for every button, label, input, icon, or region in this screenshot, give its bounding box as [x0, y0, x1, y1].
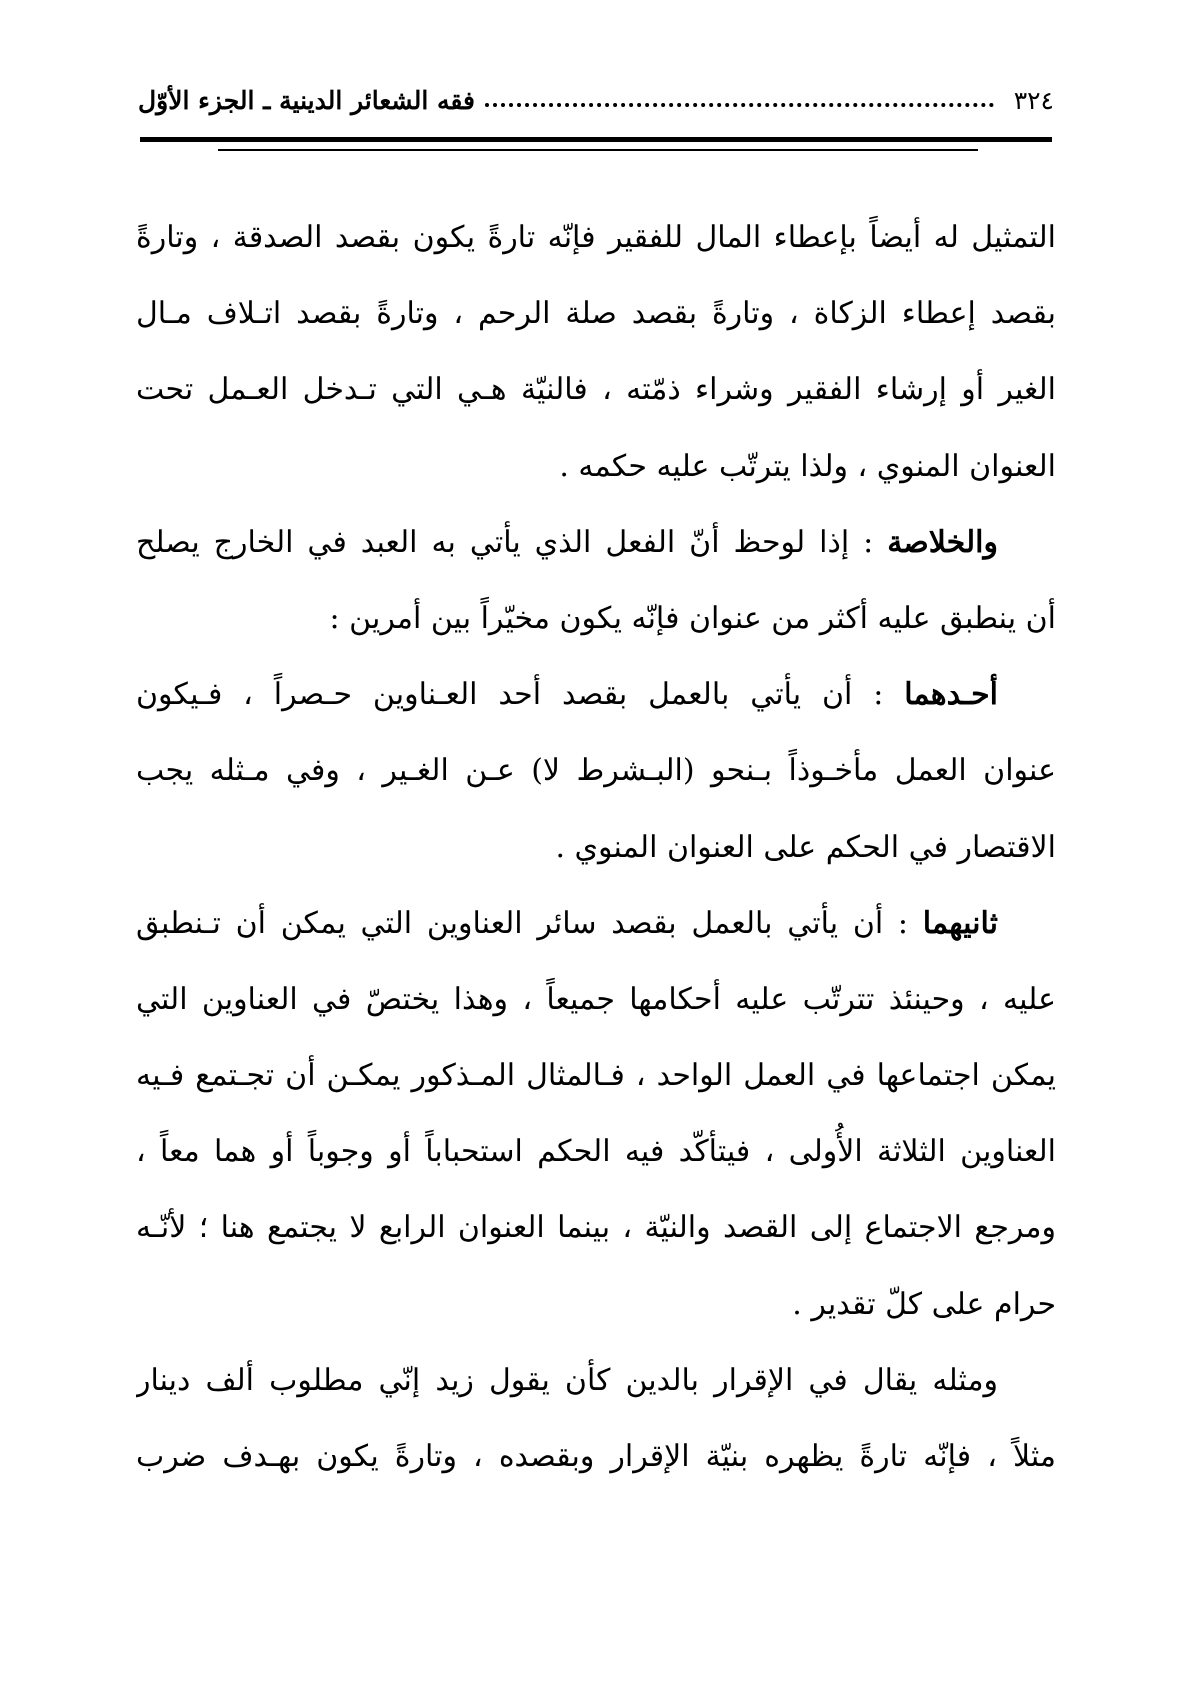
text-line: عنوان العمل مأخـوذاً بـنحو (البـشرط لا) عـن الغـير ، وفي مـثله يجب: [136, 753, 1056, 789]
text-line: أن ينطبق عليه أكثر من عنوان فإنّه يكون مخيّراً بين أمرين :: [329, 600, 1056, 636]
text-line: [136, 657, 1056, 733]
text-line: التمثيل له أيضاً بإعطاء المال للفقير فإنّه تارةً يكون بقصد الصدقة ، وتارةً: [136, 220, 1056, 255]
text-line: [136, 886, 1056, 962]
text-line: العنوان المنوي ، ولذا يترتّب عليه حكمه .: [559, 448, 1056, 484]
paragraph-summary: [136, 505, 1056, 657]
paragraph-5: [136, 1343, 1056, 1495]
text-line: ومرجع الاجتماع إلى القصد والنيّة ، بينما العنوان الرابع لا يجتمع هنا ؛ لأنّـه: [136, 1210, 1056, 1246]
header-rule-thin: [218, 149, 978, 151]
paragraph-second-option: [136, 886, 1056, 1343]
page-number: ٣٢٤: [1013, 85, 1054, 115]
text-line-rest: : أن يأتي بالعمل بقصد أحد العـناوين حـصراً ، فـيكون: [136, 677, 905, 713]
text-line: ومثله يقال في الإقرار بالدين كأن يقول زيد إنّي مطلوب ألف دينار: [136, 1362, 998, 1398]
text-line: عليه ، وحينئذ تترتّب عليه أحكامها جميعاً ، وهذا يختصّ في العناوين التي: [136, 981, 1056, 1017]
text-line: مثلاً ، فإنّه تارةً يظهره بنيّة الإقرار وبقصده ، وتارةً يكون بهـدف ضرب: [136, 1439, 1056, 1474]
text-line: الاقتصار في الحكم على العنوان المنوي .: [555, 829, 1056, 865]
text-line: [136, 505, 1056, 581]
text-line-rest: : أن يأتي بالعمل بقصد سائر العناوين التي يمكن أن تـنطبق: [136, 905, 923, 941]
text-line: يمكن اجتماعها في العمل الواحد ، فـالمثال المـذكور يمكـن أن تجـتمع فـيه: [136, 1058, 1056, 1094]
text-line: بقصد إعطاء الزكاة ، وتارةً بقصد صلة الرحم ، وتارةً بقصد اتـلاف مـال: [136, 296, 1056, 332]
text-line: حرام على كلّ تقدير .: [792, 1286, 1056, 1322]
text-line-rest: : إذا لوحظ أنّ الفعل الذي يأتي به العبد في الخارج يصلح: [136, 524, 888, 560]
text-line: الغير أو إرشاء الفقير وشراء ذمّته ، فالنيّة هـي التي تـدخل العـمل تحت: [136, 372, 1056, 408]
page-header: [138, 78, 1054, 122]
paragraph-first-option: [136, 657, 1056, 886]
paragraph-1: [136, 200, 1056, 505]
header-rule-thick: [140, 137, 1052, 142]
running-title: فقه الشعائر الدينية ـ الجزء الأوّل: [138, 85, 475, 115]
paragraph-lead-word: أحـدهما: [904, 677, 998, 713]
page-body: [136, 200, 1056, 1495]
paragraph-lead-word: ثانيهما: [922, 905, 998, 941]
paragraph-lead-word: والخلاصة: [887, 524, 998, 560]
text-line: العناوين الثلاثة الأُولى ، فيتأكّد فيه الحكم استحباباً أو وجوباً أو هما معاً ،: [136, 1134, 1056, 1170]
header-dot-leader: [485, 103, 994, 107]
